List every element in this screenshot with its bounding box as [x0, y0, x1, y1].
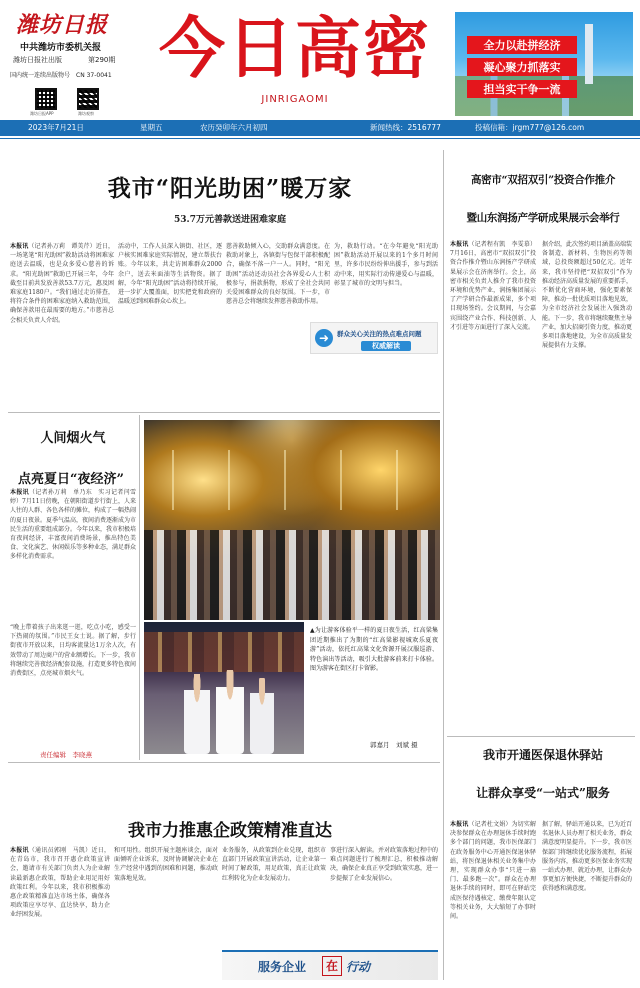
slogan-line-1: 全力以赴拼经济: [467, 36, 577, 54]
white-dress-figure: [184, 674, 210, 754]
right2-headline-2[interactable]: 让群众享受“一站式”服务: [476, 786, 610, 800]
qr-code[interactable]: [77, 88, 99, 110]
right1-headline-1[interactable]: 高密市“双招双引”投资合作推介: [470, 174, 616, 186]
right1-text: 据介绍，此次签约项目涵盖高端装备制造、新材料、生物医药等领域，总投资额超过50亿元。近年来，我市坚持把“双招双引”作为推动经济高质量发展的重要抓手，不断优化营商环境，强化要素保障，推动一批优质项目落地见效，为全市经济社会发展注入强劲动能。下一步，我市将继续聚焦主导产业，加大招商引资力度，推动更多项目落地建设，为全市高质量发展提供有力支撑。: [542, 241, 632, 350]
story2-headline-2[interactable]: 点亮夏日“夜经济”: [18, 472, 124, 487]
qr-code[interactable]: [35, 88, 57, 110]
section-divider: [8, 762, 440, 763]
lunar-date: 农历癸卯年六月初四: [200, 123, 268, 132]
slogan-banner: [455, 12, 633, 116]
story1-subhead: 53.7万元善款送进困难家庭: [174, 215, 286, 225]
column-divider: [139, 415, 140, 760]
banner-text-1: 服务企业: [258, 960, 307, 974]
submission-email[interactable]: 投稿信箱：jrgm777@126.com: [475, 123, 585, 132]
photo-credit: 郭嘉月 刘斌 摄: [370, 741, 418, 749]
hotspot-badge[interactable]: [310, 322, 438, 354]
story2-column: [10, 488, 136, 623]
byline: 本报讯: [450, 241, 469, 248]
story3-column: [222, 846, 326, 946]
story3-text: 和可用性。组织开展主题座谈会，面对面倾听企业诉求，及时协调解决企业在生产经营中遇到的困难和问题，推动政策落地见效。: [114, 847, 218, 882]
caption-text: ▲为让游客体验平一样的夏日夜生活，红高粱集团近期推出了为期的“红高粱影视城欢乐夏夜游”活动，依托红高粱文化资源开展汉服巡游、特色演出等活动，吸引大批游客前来打卡体验。图为游客在街区打卡留影。: [310, 627, 438, 673]
story3-headline[interactable]: 我市力推惠企政策精准直达: [128, 821, 332, 841]
story2-text: “晚上带着孩子出来逛一逛，吃点小吃，感受一下热闹的氛围。”市民王女士说。据了解，步行街夜市开放以来，日均客流量达1万余人次，有效带动了周边商户的营业额增长。下一步，我市将继续完善夜经济配套设施，打造更多特色夜间消费街区，点亮城市烟火气。: [10, 624, 136, 678]
section-divider: [8, 412, 440, 413]
story1-headline[interactable]: 我市“阳光助困”暖万家: [107, 175, 353, 202]
story1-text: 为，救助行动。“在今年避免“阳光助困”救助活动开展以来的1个多月时间里，许多市民纷纷伸出援手，参与到活动中来，用实际行动传递爱心与温暖，彰显了城市的文明与担当。: [334, 243, 438, 287]
arrow-icon: ➜: [315, 329, 333, 347]
title-pinyin: JINRIGAOMI: [261, 94, 329, 105]
cn-number: 国内统一连续出版物号 CN 37-0041: [10, 72, 112, 79]
badge-subtitle: 权威解读: [361, 341, 411, 351]
slogan-line-2: 凝心聚力抓落实: [467, 58, 577, 76]
service-banner: [222, 950, 438, 980]
night-market-photo[interactable]: [144, 420, 440, 620]
story3-column: [10, 846, 110, 981]
story3-column: [330, 846, 438, 946]
weekday: 星期五: [140, 123, 163, 132]
story3-text: 事进行深入解读。并对政策落地过程中的难点问题进行了梳理汇总，积极推动解决，确保企业真正享受到政策实惠，进一步提振了企业发展信心。: [330, 847, 438, 882]
white-dress-figure: [216, 670, 244, 754]
costume-parade-photo[interactable]: [144, 622, 304, 754]
issue-number: 第290期: [88, 56, 116, 64]
story1-text: 活动中，工作人员深入镇街、社区，逐户核实困难家庭实际情况，建立帮扶台账。今年以来，共走访困难群众2000余户，送去米面油等生活物资。据了解，今年“阳光助困”活动将持续开展，进一步扩大覆盖面，切实把党和政府的温暖送到困难群众心坎上。: [118, 243, 222, 306]
byline: 本报讯: [10, 243, 29, 250]
byline: 本报讯: [450, 821, 469, 828]
date-bar: [0, 120, 640, 136]
column-divider: [443, 150, 444, 980]
issue-date: 2023年7月21日: [28, 123, 84, 132]
right2-text: （记者杜文娟）为切实解决参保群众在办理退休手续时跑多个部门的问题，我市医保部门在政务服务中心开通医保退休驿站，将医保退休相关业务集中办理，实现群众办事“只进一扇门、最多跑一次”。群众在办理退休手续的同时，即可在驿站完成医保待遇核定、缴费年限认定等相关业务，大大缩短了办事时间。: [450, 821, 536, 921]
section-divider: [0, 138, 640, 139]
tower-shape: [585, 24, 593, 84]
story3-text: （通讯员郭刚 马凯）近日，在青岛市，我市召开惠企政策宣讲会，邀请市有关部门负责人为企业解读最新惠企政策，帮助企业用足用好政策红利。今年以来，我市积极推动惠企政策精准直达市场主体，确保各项政策应享尽享、直达快享，助力企业纾困发展。: [10, 847, 110, 919]
qr1-label: 潍坊日报APP: [30, 111, 54, 116]
qr2-label: 潍坊观察: [78, 111, 94, 116]
edition-label: 潍坊日报社出版: [13, 56, 62, 64]
right1-column: [542, 240, 632, 730]
byline: 本报讯: [10, 847, 29, 854]
photo-caption: [310, 626, 438, 738]
masthead: [0, 0, 640, 118]
section-divider: [447, 736, 635, 737]
right2-text: 据了解，驿站开通以来，已为近百名退休人员办理了相关业务，群众满意度明显提升。下一步，我市医保部门将继续优化服务流程，拓展服务内容，推动更多医保业务实现一站式办理、就近办理，让群众办事更加方便快捷，不断提升群众的获得感和满意度。: [542, 821, 632, 893]
building-shape: [144, 632, 304, 672]
story2-text: （记者孙万莉 单乃东 实习记者闫雪婷）7月11日傍晚，在朝阳街道步行街上，人来人往的人群、各色各样的摊位，构成了一幅热闹的夏日夜景。夏季气温高，夜间消费逐渐成为市民生活的重要组成部分。今年以来，我市积极培育夜间经济，丰富夜间消费场景，推出特色美食、文化演艺、休闲娱乐等多种业态，满足群众多样化消费需求。: [10, 489, 136, 561]
story1-text: 慈善救助倾入心，交助群众满意度。在救助对象上，各镇街与包保干部积极配合，确保不落一户一人。同时，“阳光助困”活动还动员社会各界爱心人士积极参与，捐款捐物，形成了全社会共同关爱困难群众的良好氛围。下一步，市慈善总会将继续发挥慈善救助作用。: [226, 243, 330, 306]
crowd-shape: [144, 530, 440, 620]
banner-text-2: 在: [322, 956, 342, 976]
right1-column: [450, 240, 536, 730]
right1-headline-2[interactable]: 暨山东润扬产学研成果展示会举行: [466, 212, 620, 224]
story2-column: [10, 623, 136, 753]
byline: 本报讯: [10, 489, 29, 496]
banner-text-3: 行动: [346, 960, 371, 974]
right2-column: [450, 820, 536, 982]
white-dress-figure: [250, 678, 274, 754]
story2-headline-1[interactable]: 人间烟火气: [40, 431, 106, 446]
street-lights: [144, 450, 440, 510]
story3-text: 业务服务，从政策到企业兑现，组织市直部门开展政策宣讲活动，让企业第一时间了解政策，用足政策，真正让政策红利转化为企业发展动力。: [222, 847, 326, 882]
story1-column: [118, 242, 222, 352]
right2-column: [542, 820, 632, 982]
right2-headline-1[interactable]: 我市开通医保退休驿站: [482, 748, 603, 762]
story1-column: [10, 242, 114, 352]
right1-text: （记者程有凯 李雯慕）7月16日，高密市“双招双引”投资合作推介暨山东润扬产学研成果展示会在济南举行。会上，高密市相关负责人推介了我市投资环境和优势产业，润扬集团展示了产学研合作最新成果，多个项目现场签约。会议期间，与会嘉宾围绕产业合作、科技创新、人才引进等方面进行了深入交流。: [450, 241, 536, 331]
newspaper-title: 今日高密: [159, 9, 431, 87]
editor-credit: 责任编辑 李晓燕: [40, 751, 92, 759]
paper-logo: 潍坊日报: [16, 12, 109, 38]
news-hotline: 新闻热线：2516777: [370, 123, 441, 132]
slogan-line-3: 担当实干争一流: [467, 80, 577, 98]
story3-column: [114, 846, 218, 981]
badge-title: 群众关心关注的热点难点问题: [337, 330, 422, 338]
story1-column: [334, 242, 438, 318]
publisher: 中共潍坊市委机关报: [20, 43, 102, 53]
story1-text: （记者孙万莉 谭美芹）近日，一场笔笔“阳光助困”救助活动将困难家庭送去温暖，也是众多爱心慈善的诉求。“阳光助困”救助已开展三年，今年截至目前共发放善款53.7万元，惠及困难家庭1180户。“我们通过走访排查，将符合条件的困难家庭纳入救助范围，确保善款用在最需要的地方。”市慈善总会相关负责人介绍。: [10, 243, 114, 324]
